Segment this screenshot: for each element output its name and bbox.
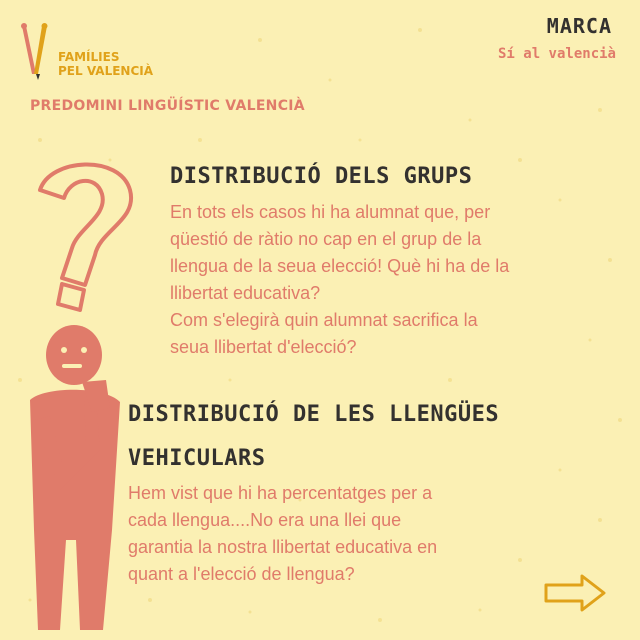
section2-line: garantia la nostra llibertat educativa en xyxy=(128,537,438,557)
section2-heading-line2: VEHICULARS xyxy=(128,446,266,471)
section1-line: llibertat educativa? xyxy=(170,283,321,303)
section1-line: llengua de la seua elecció! Què hi ha de la xyxy=(170,256,510,276)
section1-line: seua llibertat d'elecció? xyxy=(170,337,357,357)
question-mark-icon xyxy=(40,164,131,310)
section2-line: Hem vist que hi ha percentatges per a xyxy=(128,483,433,503)
logo-v-icon xyxy=(16,22,56,80)
section2-heading-line1: DISTRIBUCIÓ DE LES LLENGÜES xyxy=(128,402,500,427)
person-body xyxy=(30,325,120,630)
section1-line: Com s'elegirà quin alumnat sacrifica la xyxy=(170,310,478,330)
section2-line: cada llengua....No era una llei que xyxy=(128,510,402,530)
section1-body xyxy=(170,199,509,361)
arrow-right-icon[interactable] xyxy=(542,573,608,613)
section-kicker: PREDOMINI LINGÜÍSTIC VALENCIÀ xyxy=(30,98,305,114)
marca-subtitle: Sí al valencià xyxy=(497,46,616,62)
section1-line: qüestió de ràtio no cap en el grup de la xyxy=(170,229,482,249)
brand-line-2: PEL VALENCIÀ xyxy=(58,64,154,78)
marca-title: MARCA xyxy=(546,14,612,38)
section2-body xyxy=(128,480,437,588)
section1-heading: DISTRIBUCIÓ DELS GRUPS xyxy=(170,164,473,189)
section2-line: quant a l'elecció de llengua? xyxy=(128,564,355,584)
brand-line-1: FAMÍLIES xyxy=(58,50,120,64)
section1-line: En tots els casos hi ha alumnat que, per xyxy=(170,202,491,222)
brand-name xyxy=(58,50,153,78)
